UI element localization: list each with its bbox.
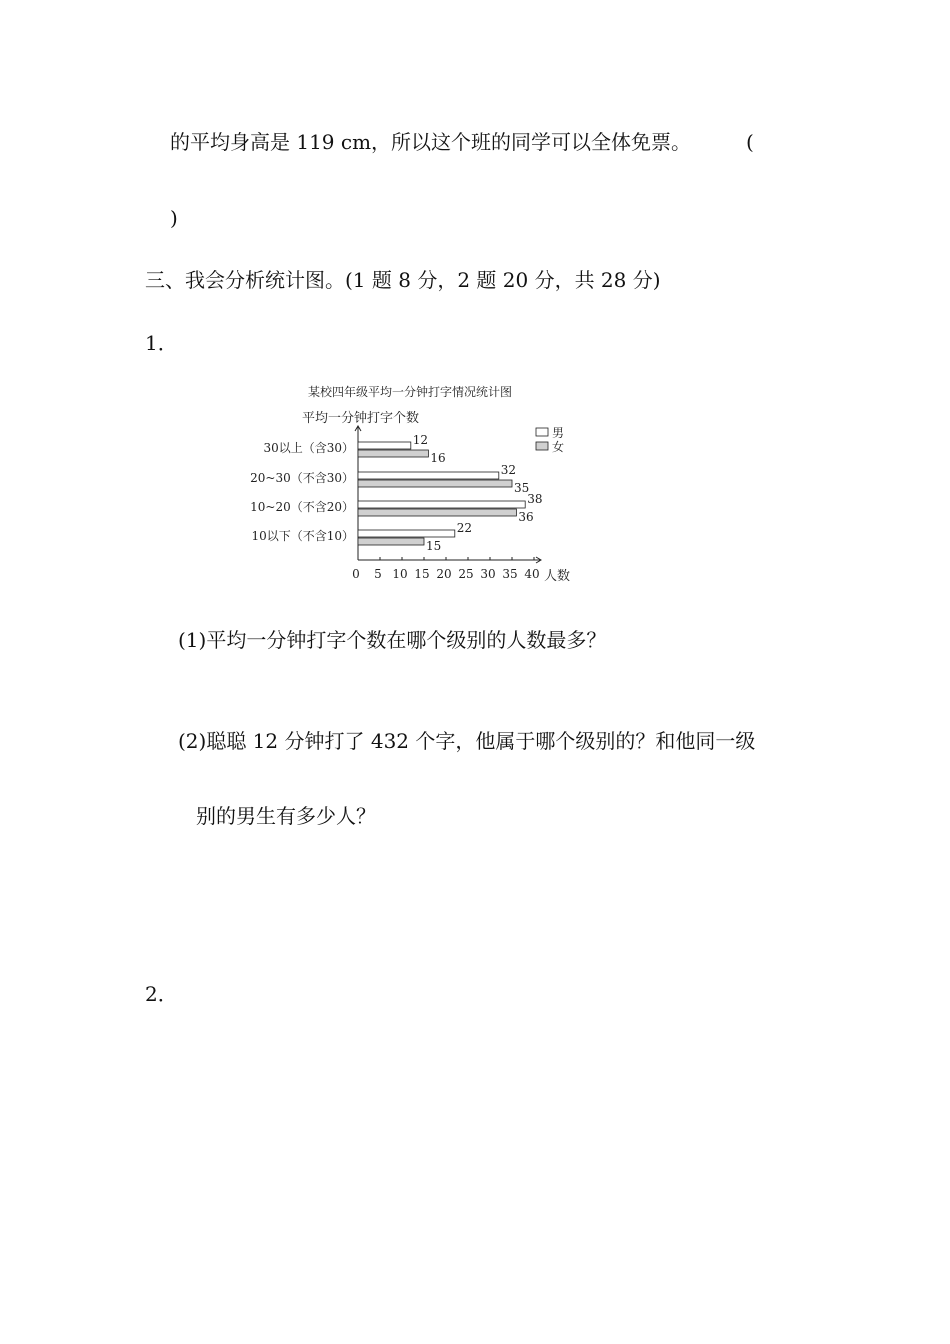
section-heading: 三、我会分析统计图。(1 题 8 分，2 题 20 分，共 28 分): [145, 268, 661, 292]
bar-value-label: 36: [518, 510, 534, 524]
chart-category-labels: [250, 440, 354, 543]
bar-女: [358, 538, 424, 545]
chart-tick-labels: [352, 567, 539, 581]
answer-paren-open: (: [746, 130, 754, 154]
x-tick-label: 30: [480, 567, 496, 581]
bar-女: [358, 480, 512, 487]
x-tick-label: 5: [374, 567, 382, 581]
x-tick-label: 10: [392, 567, 408, 581]
question-2-line2: 别的男生有多少人？: [196, 804, 376, 828]
category-label: 10~20（不含20）: [250, 500, 354, 514]
legend-label: 女: [552, 440, 565, 454]
x-tick-label: 25: [458, 567, 474, 581]
chart-x-axis-label: 人数: [544, 569, 571, 584]
item-number-2: 2．: [145, 982, 178, 1006]
chart-y-axis-label: 平均一分钟打字个数: [302, 411, 420, 426]
bar-男: [358, 501, 525, 508]
x-tick-label: 15: [414, 567, 430, 581]
chart-legend: [536, 426, 564, 454]
x-tick-label: 0: [352, 567, 360, 581]
category-label: 30以上（含30）: [263, 441, 354, 455]
legend-label: 男: [552, 426, 565, 440]
x-tick-label: 40: [524, 567, 540, 581]
item-number-1: 1．: [145, 331, 178, 355]
bar-value-label: 16: [430, 451, 446, 465]
category-label: 10以下（不含10）: [251, 529, 354, 543]
bar-value-label: 22: [456, 521, 473, 535]
question-2-line1: (2)聪聪 12 分钟打了 432 个字，他属于哪个级别的？和他同一级: [178, 729, 756, 753]
bar-value-label: 15: [426, 539, 442, 553]
bar-男: [358, 530, 455, 537]
chart-bars: [358, 433, 542, 553]
bar-value-label: 32: [500, 463, 517, 477]
bar-女: [358, 509, 516, 516]
answer-paren-close: ): [170, 206, 178, 230]
chart-title: 某校四年级平均一分钟打字情况统计图: [307, 385, 513, 399]
category-label: 20~30（不含30）: [250, 471, 354, 485]
statement-line: 的平均身高是 119 cm，所以这个班的同学可以全体免票。: [170, 130, 692, 154]
question-1: (1)平均一分钟打字个数在哪个级别的人数最多？: [178, 628, 607, 652]
bar-value-label: 12: [412, 433, 429, 447]
bar-value-label: 35: [514, 481, 530, 495]
bar-value-label: 38: [527, 492, 543, 506]
legend-swatch: [536, 428, 548, 436]
typing-bar-chart: [230, 372, 590, 592]
x-tick-label: 20: [436, 567, 452, 581]
legend-swatch: [536, 442, 548, 450]
x-tick-label: 35: [502, 567, 518, 581]
bar-男: [358, 472, 499, 479]
bar-男: [358, 442, 411, 449]
bar-女: [358, 450, 428, 457]
